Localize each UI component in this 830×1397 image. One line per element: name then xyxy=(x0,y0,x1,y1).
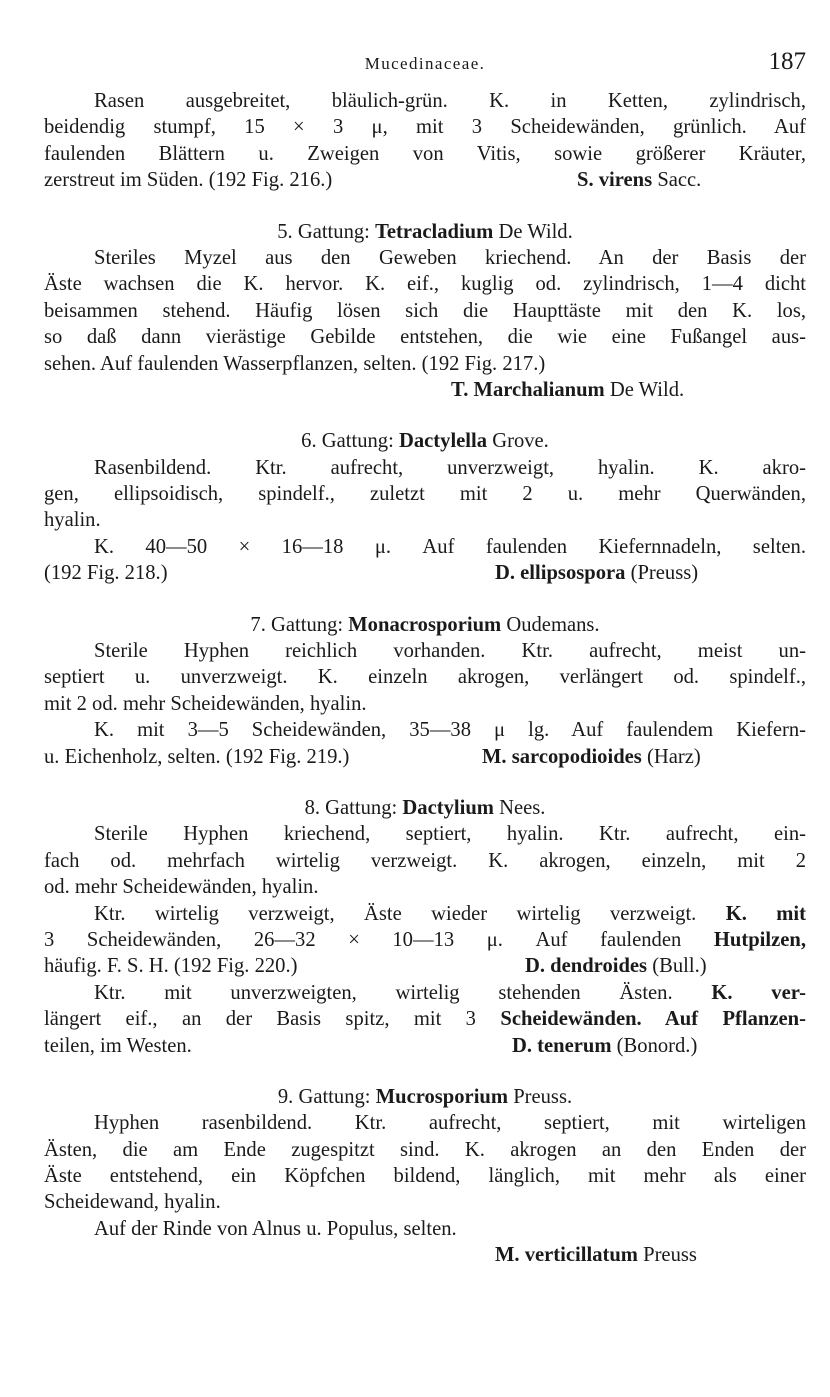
running-title: Mucedinaceae. xyxy=(364,54,486,73)
genus-name: Dactylium xyxy=(402,796,494,819)
text-line xyxy=(44,901,806,927)
text-span: 3 Scheidewänden, 26—32 × 10—13 μ. Auf faulenden xyxy=(44,928,682,951)
species-binomial: M. verticillatum xyxy=(495,1244,638,1267)
text-line: Sterile Hyphen reichlich vorhanden. Ktr. aufrecht, meist un- xyxy=(94,640,806,663)
species-binomial: S. virens xyxy=(577,169,653,192)
species-author: (Harz) xyxy=(646,745,701,768)
genus-number: 9. Gattung: xyxy=(277,1085,371,1108)
text-line xyxy=(44,927,806,953)
page-header xyxy=(44,48,806,82)
text-line xyxy=(44,167,806,193)
species-name xyxy=(495,1242,697,1268)
genus-number: 7. Gattung: xyxy=(250,613,344,636)
genus-author: Preuss. xyxy=(513,1085,573,1108)
text-line: septiert u. unverzweigt. K. einzeln akrogen, verlängert od. spindelf., xyxy=(44,666,806,689)
genus-5-section xyxy=(44,219,806,404)
genus-author: Oudemans. xyxy=(506,613,600,636)
genus-author: Grove. xyxy=(492,430,549,453)
species-binomial: M. sarcopodioides xyxy=(482,745,642,768)
description-tail: u. Eichenholz, selten. (192 Fig. 219.) xyxy=(44,745,350,768)
text-line: gen, ellipsoidisch, spindelf., zuletzt mit 2 u. mehr Querwänden, xyxy=(44,483,806,506)
genus-6-section xyxy=(44,428,806,586)
genus-number: 6. Gattung: xyxy=(301,430,394,453)
species-author: Preuss xyxy=(643,1244,697,1267)
genus-heading xyxy=(44,795,806,821)
page-number: 187 xyxy=(768,48,806,75)
genus-heading xyxy=(44,612,806,638)
species-binomial: D. dendroides xyxy=(525,955,648,978)
text-line xyxy=(44,744,806,770)
text-line: Äste wachsen die K. hervor. K. eif., kuglig od. zylindrisch, 1—4 dicht xyxy=(44,273,806,296)
species-name xyxy=(577,167,701,193)
text-line xyxy=(44,980,806,1006)
genus-name: Tetracladium xyxy=(375,220,494,243)
species-line xyxy=(44,377,806,403)
species-author: De Wild. xyxy=(609,378,685,401)
genus-heading xyxy=(44,428,806,454)
text-line: mit 2 od. mehr Scheidewänden, hyalin. xyxy=(44,692,367,715)
text-line: Äste entstehend, ein Köpfchen bildend, länglich, mit mehr als einer xyxy=(44,1165,806,1188)
genus-number: 5. Gattung: xyxy=(277,220,370,243)
genus-8-section xyxy=(44,795,806,1059)
description-tail: häufig. F. S. H. (192 Fig. 220.) xyxy=(44,955,298,978)
text-line: Rasen ausgebreitet, bläulich-grün. K. in Ketten, zylindrisch, xyxy=(94,90,806,112)
text-line: faulenden Blättern u. Zweigen von Vitis, sowie größerer Kräuter, xyxy=(44,142,806,165)
bold-span: Hutpilzen, xyxy=(713,928,806,951)
text-line: Steriles Myzel aus den Geweben kriechend. An der Basis der xyxy=(94,246,806,269)
text-line: Hyphen rasenbildend. Ktr. aufrecht, septiert, mit wirteligen xyxy=(94,1112,806,1135)
genus-7-section xyxy=(44,612,806,770)
genus-name: Mucrosporium xyxy=(375,1085,509,1108)
species-name xyxy=(525,953,707,979)
text-span: Ktr. wirtelig verzweigt, Äste wieder wirtelig verzweigt. xyxy=(94,902,697,925)
species-author: Sacc. xyxy=(657,169,702,192)
species-binomial: D. ellipsospora xyxy=(495,562,626,585)
text-line xyxy=(44,560,806,586)
text-line xyxy=(44,953,806,979)
text-line: fach od. mehrfach wirtelig verzweigt. K. akrogen, einzeln, mit 2 xyxy=(44,849,806,872)
description-tail: teilen, im Westen. xyxy=(44,1034,192,1057)
species-author: (Preuss) xyxy=(630,562,699,585)
text-line: beisammen stehend. Häufig lösen sich die Haupttäste mit den K. los, xyxy=(44,299,806,322)
text-span: längert eif., an der Basis spitz, mit 3 xyxy=(44,1008,476,1031)
text-line: so daß dann vierästige Gebilde entstehen, die wie eine Fußangel aus- xyxy=(44,326,806,349)
text-line: hyalin. xyxy=(44,509,101,532)
text-line: sehen. Auf faulenden Wasserpflanzen, selten. (192 Fig. 217.) xyxy=(44,352,546,375)
text-line: beidendig stumpf, 15 × 3 μ, mit 3 Scheidewänden, grünlich. Auf xyxy=(44,116,806,139)
species-author: (Bonord.) xyxy=(616,1034,698,1057)
genus-9-section xyxy=(44,1084,806,1269)
text-line: Auf der Rinde von Alnus u. Populus, selten. xyxy=(94,1217,457,1240)
genus-heading xyxy=(44,1084,806,1110)
species-binomial: T. Marchalianum xyxy=(451,378,605,401)
species-author: (Bull.) xyxy=(652,955,707,978)
species-name xyxy=(495,560,698,586)
entry-s-virens xyxy=(44,88,806,194)
page-body xyxy=(44,88,806,1269)
text-line xyxy=(44,1033,806,1059)
description-tail: (192 Fig. 218.) xyxy=(44,562,168,585)
bold-span: Scheidewänden. Auf Pflanzen- xyxy=(500,1008,806,1031)
species-line xyxy=(44,1242,806,1268)
description-tail: zerstreut im Süden. (192 Fig. 216.) xyxy=(44,169,333,192)
bold-span: K. mit xyxy=(725,902,806,925)
species-binomial: D. tenerum xyxy=(512,1034,612,1057)
bold-span: K. ver- xyxy=(711,981,806,1004)
text-line: Sterile Hyphen kriechend, septiert, hyalin. Ktr. aufrecht, ein- xyxy=(94,823,806,846)
genus-name: Monacrosporium xyxy=(348,613,502,636)
species-name xyxy=(482,744,701,770)
text-line: Ästen, die am Ende zugespitzt sind. K. akrogen an den Enden der xyxy=(44,1138,806,1161)
text-line: Scheidewand, hyalin. xyxy=(44,1191,221,1214)
genus-name: Dactylella xyxy=(398,430,488,453)
genus-author: Nees. xyxy=(499,796,546,819)
text-line: Rasenbildend. Ktr. aufrecht, unverzweigt, hyalin. K. akro- xyxy=(94,456,806,479)
text-line xyxy=(44,1006,806,1032)
text-line: od. mehr Scheidewänden, hyalin. xyxy=(44,876,319,899)
text-line: K. 40—50 × 16—18 μ. Auf faulenden Kiefernnadeln, selten. xyxy=(94,535,806,558)
text-span: Ktr. mit unverzweigten, wirtelig stehenden Ästen. xyxy=(94,981,673,1004)
genus-author: De Wild. xyxy=(498,220,573,243)
species-name xyxy=(512,1033,697,1059)
text-line: K. mit 3—5 Scheidewänden, 35—38 μ lg. Auf faulendem Kiefern- xyxy=(94,719,806,742)
species-name xyxy=(451,377,684,403)
genus-number: 8. Gattung: xyxy=(304,796,398,819)
genus-heading xyxy=(44,219,806,245)
